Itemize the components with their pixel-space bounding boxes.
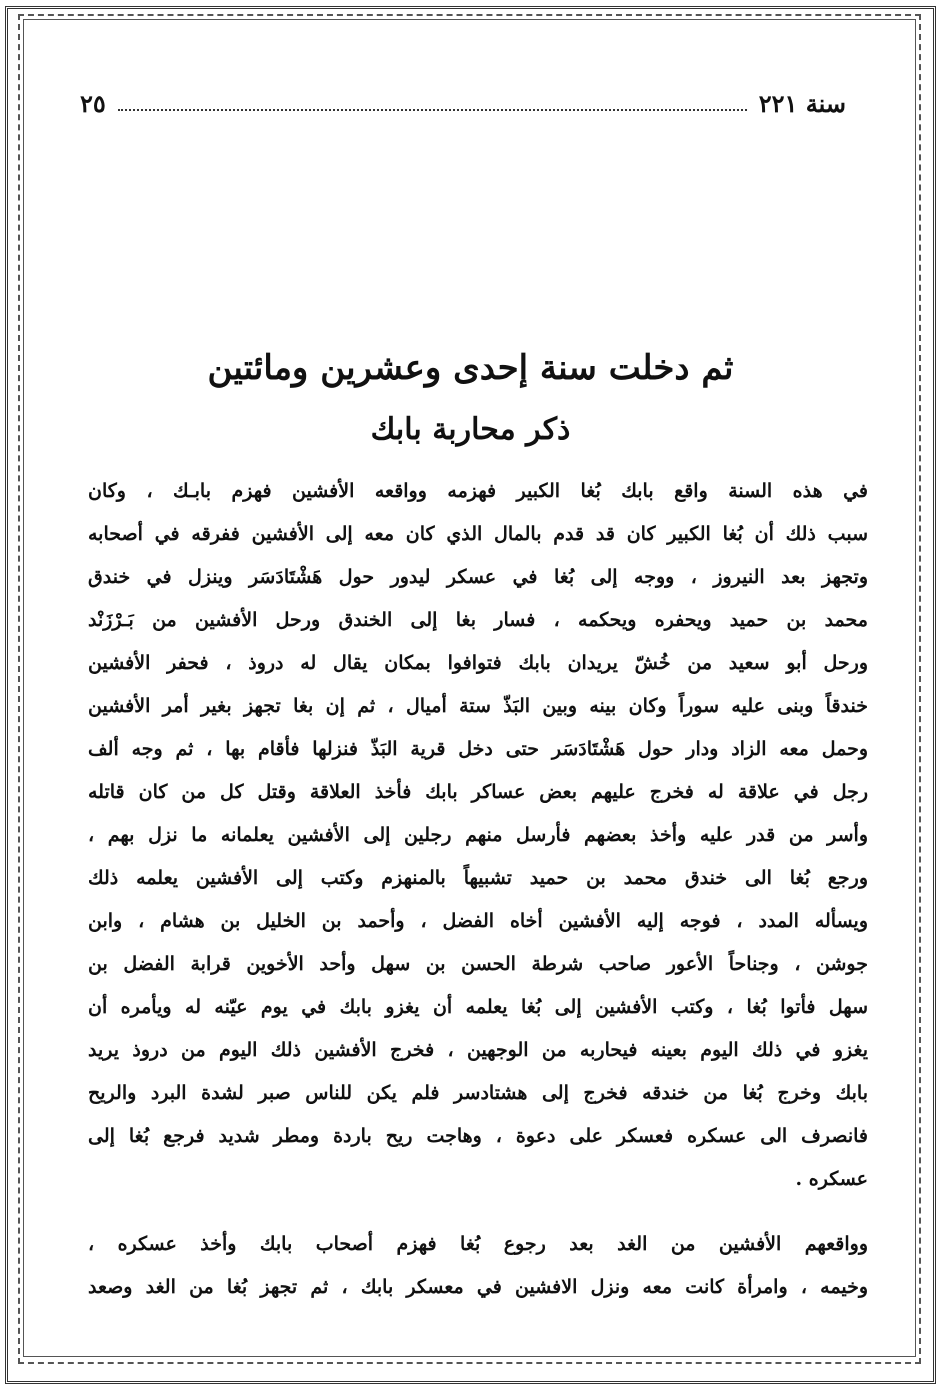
section-title: ذكر محاربة بابك xyxy=(370,412,571,447)
text-line: ورحل أبو سعيد من خُشّ يريدان بابك فتوافوا بمكان يقال له دروذ ، فحفر الأفشين xyxy=(88,652,868,674)
text-line: محمد بن حميد ويحفره ويحكمه ، فسار بغا إلى الخندق ورحل الأفشين من بَـرْزَنْد xyxy=(88,609,868,631)
text-line: سهل فأتوا بُغا ، وكتب الأفشين إلى بُغا يعلمه أن يغزو بابك في يوم عيّنه له ويأمره أن xyxy=(88,996,868,1018)
text-line: ويسأله المدد ، فوجه إليه الأفشين أخاه الفضل ، وأحمد بن الخليل بن هشام ، وابن xyxy=(88,910,868,932)
running-header xyxy=(80,88,846,118)
text-line: وخيمه ، وامرأة كانت معه ونزل الافشين في معسكر بابك ، ثم تجهز بُغا من الغد وصعد xyxy=(88,1276,868,1298)
text-line: وتجهز بعد النيروز ، ووجه إلى بُغا في عسكر ليدور حول هَشْتَادَسَر وينزل في خندق xyxy=(88,566,868,588)
paragraph-1 xyxy=(88,470,868,1201)
text-line: عسكره . xyxy=(795,1168,868,1190)
text-line: ورجع بُغا الى خندق محمد بن حميد تشبيهاً بالمنهزم وكتب إلى الأفشين يعلمه ذلك xyxy=(88,867,868,889)
text-line: وحمل معه الزاد ودار حول هَشْتَادَسَر حتى دخل قرية البَذّ فنزلها فأقام بها ، ثم وجه ألف xyxy=(88,738,868,760)
text-line: يغزو في ذلك اليوم بعينه فيحاربه من الوجهين ، فخرج الأفشين ذلك اليوم من دروذ يريد xyxy=(88,1039,868,1061)
text-line: فانصرف الى عسكره فعسكر على دعوة ، وهاجت ريح باردة ومطر شديد فرجع بُغا إلى xyxy=(88,1125,868,1147)
chapter-title: ثم دخلت سنة إحدى وعشرين ومائتين xyxy=(207,348,734,388)
text-line: بابك وخرج بُغا من خندقه فخرج إلى هشتادسر فلم يكن للناس صبر لشدة البرد والريح xyxy=(88,1082,868,1104)
header-dot-leader xyxy=(118,95,747,111)
body-text xyxy=(88,470,868,1309)
paragraph-2 xyxy=(88,1223,868,1309)
text-line: خندقاً وبنى عليه سوراً وكان بينه وبين البَذّ ستة أميال ، ثم إن بغا تجهز بغير أمر الأفشين xyxy=(88,695,868,717)
text-line: وأسر من قدر عليه وأخذ بعضهم فأرسل منهم رجلين إلى الأفشين يعلمانه ما نزل بهم ، xyxy=(88,824,868,846)
text-line: جوشن ، وجناحاً الأعور صاحب شرطة الحسن بن سهل وأحد الأخوين قرابة الفضل بن xyxy=(88,953,868,975)
text-line: في هذه السنة واقع بابك بُغا الكبير فهزمه وواقعه الأفشين فهزم بابـك ، وكان xyxy=(88,480,868,502)
text-line: سبب ذلك أن بُغا الكبير كان قد قدم بالمال الذي كان معه إلى الأفشين ففرقه في أصحابه xyxy=(88,523,868,545)
page-number: ٢٥ xyxy=(80,88,106,118)
paragraph-gap xyxy=(88,1201,868,1223)
header-section: سنة ٢٢١ xyxy=(758,88,846,118)
text-line: رجل في علاقة له فخرج عليهم بعض عساكر بابك فأخذ العلاقة وقتل كل من كان قاتله xyxy=(88,781,868,803)
text-line: وواقعهم الأفشين من الغد بعد رجوع بُغا فهزم أصحاب بابك وأخذ عسكره ، xyxy=(88,1233,868,1255)
